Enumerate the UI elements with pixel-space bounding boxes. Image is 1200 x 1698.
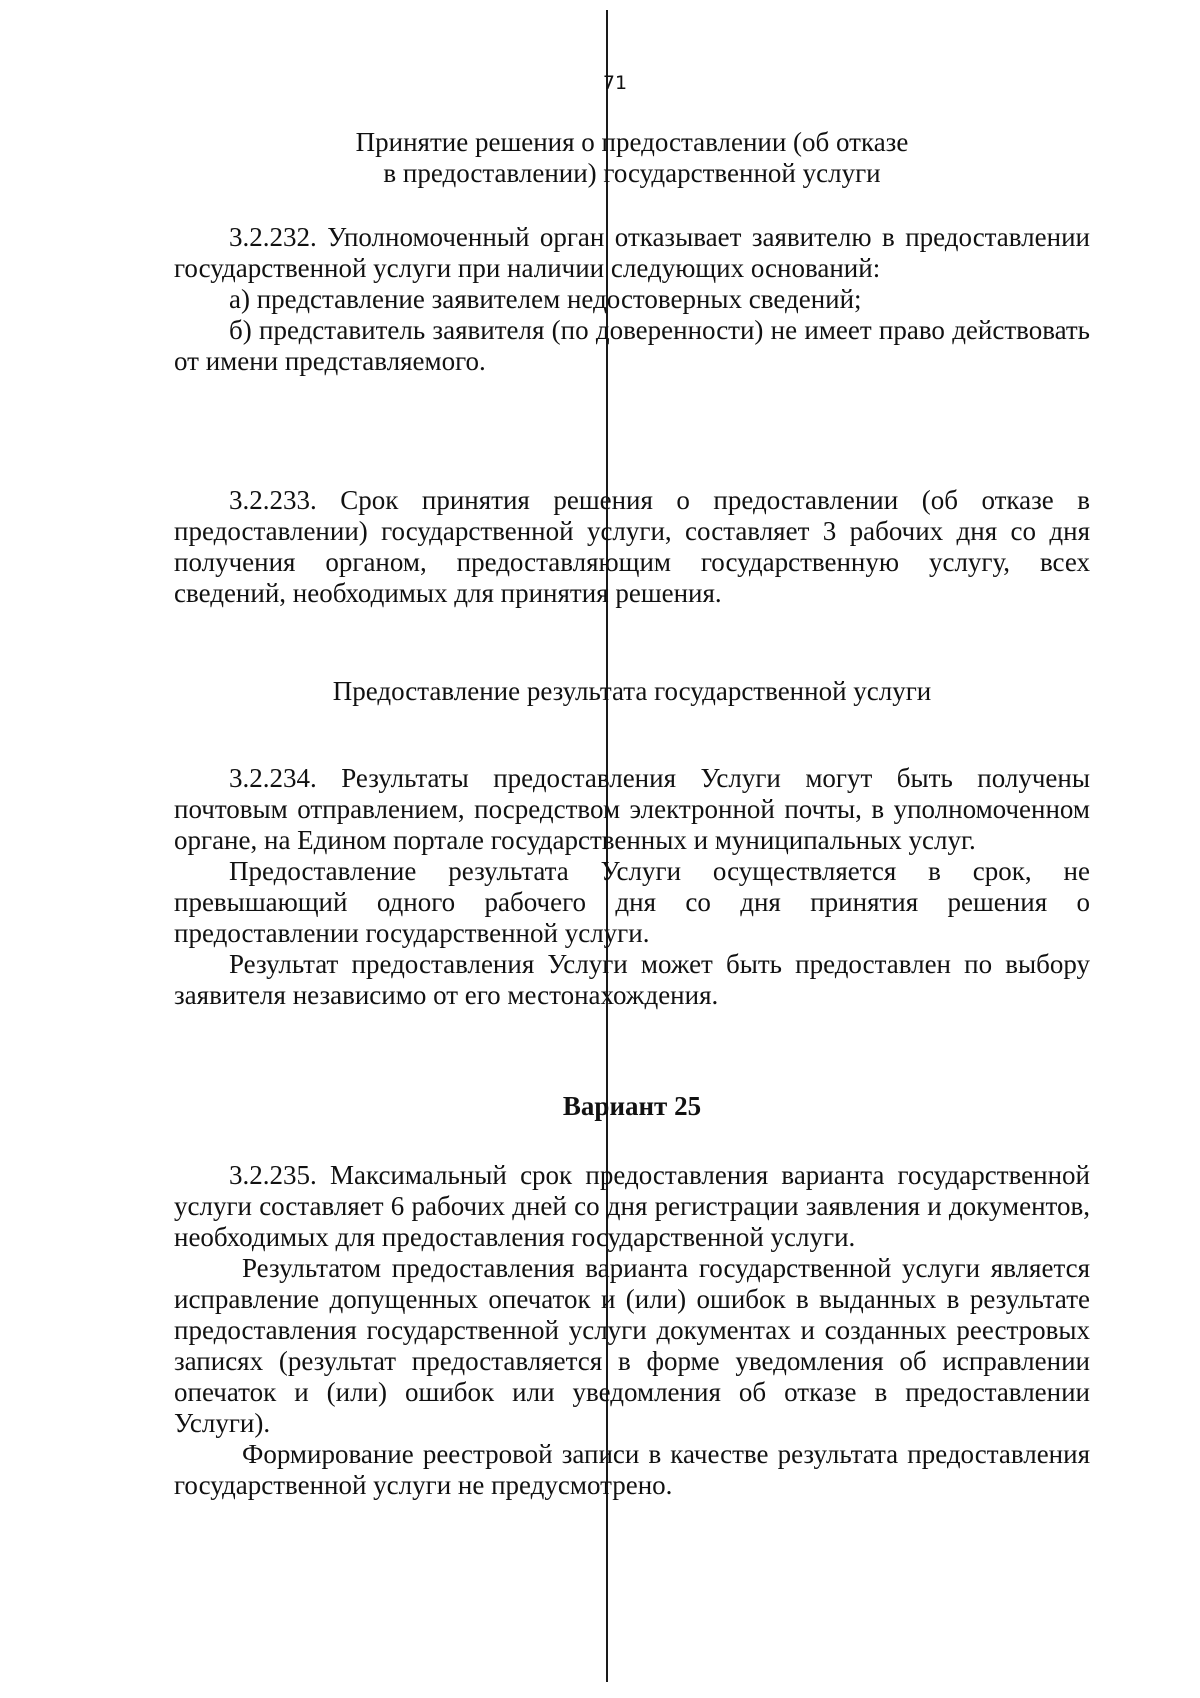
paragraph-text: Формирование реестровой записи в качестве результата предоставления государственной услуги не предусмотрено. — [174, 1439, 1090, 1500]
paragraph-text: 3.2.234. Результаты предоставления Услуги могут быть получены почтовым отправлением, посредством электронной почты, в уполномоченном органе, на Едином портале государственных и муниципальных услуг. — [174, 763, 1090, 855]
heading-line-1: Принятие решения о предоставлении (об отказе — [355, 127, 909, 157]
section-heading-decision — [174, 127, 1090, 189]
list-item-b: б) представитель заявителя (по доверенности) не имеет право действовать от имени представляемого. — [174, 315, 1090, 376]
paragraph-text: 3.2.235. Максимальный срок предоставления варианта государственной услуги составляет 6 рабочих дней со дня регистрации заявления и документов, необходимых для предоставления государственной услуги. — [174, 1160, 1090, 1252]
paragraph-text: Предоставление результата Услуги осуществляется в срок, не превышающий одного рабочего дня со дня принятия решения о предоставлении государственной услуги. — [174, 856, 1090, 948]
list-item-a: а) представление заявителем недостоверных сведений; — [229, 284, 862, 314]
heading-line-2: в предоставлении) государственной услуги — [383, 158, 881, 188]
paragraph-3-2-233 — [174, 485, 1090, 609]
paragraph-text: 3.2.233. Срок принятия решения о предоставлении (об отказе в предоставлении) государственной услуги, составляет 3 рабочих дня со дня получения органом, предоставляющим государственную услугу, всех сведений, необходимых для принятия решения. — [174, 485, 1090, 608]
paragraph-text: Результатом предоставления варианта государственной услуги является исправление допущенных опечаток и (или) ошибок в выданных в результате предоставления государственной услуги документах и созданных реестровых записях (результат предоставляется в форме уведомления об исправлении опечаток и (или) ошибок или уведомления об отказе в предоставлении Услуги). — [174, 1253, 1090, 1438]
page-number: 71 — [602, 72, 628, 94]
section-heading-result: Предоставление результата государственной услуги — [332, 676, 932, 706]
paragraph-3-2-232 — [174, 222, 1090, 377]
paragraph-3-2-234 — [174, 763, 1090, 1011]
paragraph-text: 3.2.232. Уполномоченный орган отказывает заявителю в предоставлении государственной услуги при наличии следующих оснований: — [174, 222, 1090, 283]
variant-heading: Вариант 25 — [562, 1091, 702, 1121]
paragraph-3-2-235 — [174, 1160, 1090, 1501]
paragraph-text: Результат предоставления Услуги может быть предоставлен по выбору заявителя независимо от его местонахождения. — [174, 949, 1090, 1010]
